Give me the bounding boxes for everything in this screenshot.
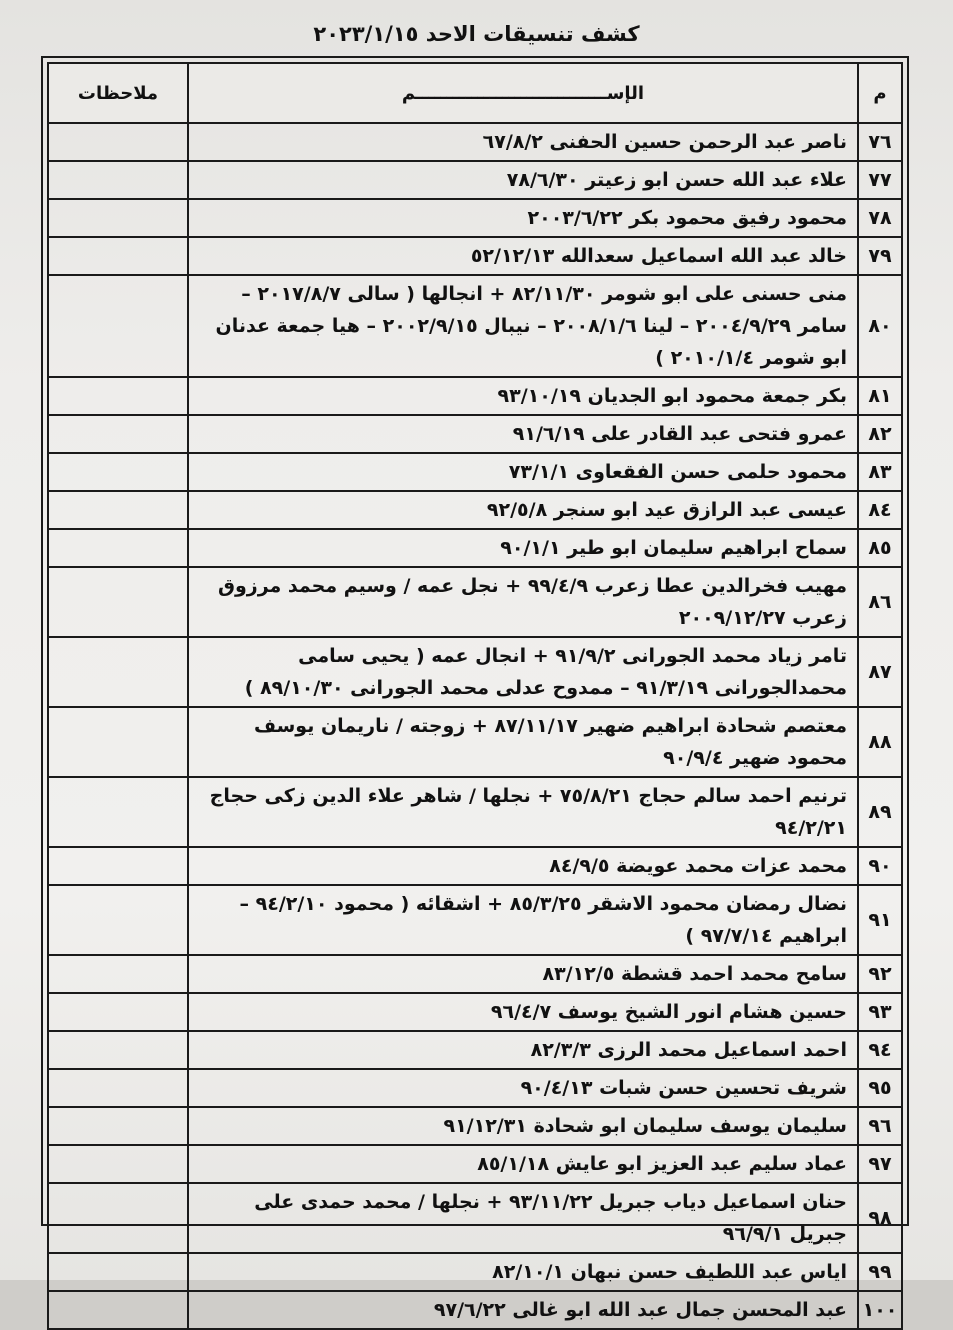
table-row <box>48 237 902 275</box>
table-row <box>48 453 902 491</box>
table-row <box>48 885 902 955</box>
row-number: ٧٩ <box>858 237 902 275</box>
row-name: عماد سليم عبد العزيز ابو عايش ٨٥/١/١٨ <box>188 1145 858 1183</box>
row-notes <box>48 1291 188 1329</box>
row-notes <box>48 955 188 993</box>
table-row <box>48 377 902 415</box>
row-notes <box>48 1183 188 1253</box>
row-notes <box>48 161 188 199</box>
row-name: معتصم شحادة ابراهيم ضهير ٨٧/١١/١٧ + زوجته / ناريمان يوسف محمود ضهير ٩٠/٩/٤ <box>188 707 858 777</box>
table-row <box>48 1069 902 1107</box>
row-name: علاء عبد الله حسن ابو زعيتر ٧٨/٦/٣٠ <box>188 161 858 199</box>
row-name: احمد اسماعيل محمد الرزى ٨٢/٣/٣ <box>188 1031 858 1069</box>
row-number: ٩٨ <box>858 1183 902 1253</box>
row-notes <box>48 637 188 707</box>
row-number: ١٠٠ <box>858 1291 902 1329</box>
row-number: ٨٠ <box>858 275 902 377</box>
header-name: الإســـــــــــــــــــــــــــــــم <box>188 63 858 123</box>
row-notes <box>48 885 188 955</box>
table-row <box>48 993 902 1031</box>
table-row <box>48 567 902 637</box>
table-row <box>48 1183 902 1253</box>
table-row <box>48 491 902 529</box>
row-notes <box>48 377 188 415</box>
row-number: ٨٦ <box>858 567 902 637</box>
table-row <box>48 199 902 237</box>
row-name: محمد عزات محمد عويضة ٨٤/٩/٥ <box>188 847 858 885</box>
row-number: ٨٤ <box>858 491 902 529</box>
row-name: محمود حلمى حسن الفقعاوى ٧٣/١/١ <box>188 453 858 491</box>
row-notes <box>48 993 188 1031</box>
row-name: سليمان يوسف سليمان ابو شحادة ٩١/١٢/٣١ <box>188 1107 858 1145</box>
table-row <box>48 1145 902 1183</box>
row-notes <box>48 237 188 275</box>
row-number: ٩٧ <box>858 1145 902 1183</box>
table-row <box>48 1291 902 1329</box>
table-header-row <box>48 63 902 123</box>
row-notes <box>48 415 188 453</box>
row-name: خالد عبد الله اسماعيل سعدالله ٥٢/١٢/١٣ <box>188 237 858 275</box>
table-row <box>48 529 902 567</box>
row-notes <box>48 777 188 847</box>
table-row <box>48 1253 902 1291</box>
row-name: عبد المحسن جمال عبد الله ابو غالى ٩٧/٦/٢٢ <box>188 1291 858 1329</box>
row-number: ٩٠ <box>858 847 902 885</box>
row-name: عمرو فتحى عبد القادر على ٩١/٦/١٩ <box>188 415 858 453</box>
row-number: ٩٣ <box>858 993 902 1031</box>
row-notes <box>48 491 188 529</box>
row-notes <box>48 123 188 161</box>
row-number: ٨٩ <box>858 777 902 847</box>
row-name: سامح محمد احمد قشطة ٨٣/١٢/٥ <box>188 955 858 993</box>
row-number: ٧٦ <box>858 123 902 161</box>
row-notes <box>48 1031 188 1069</box>
row-number: ٩٤ <box>858 1031 902 1069</box>
table-row <box>48 161 902 199</box>
row-number: ٨٣ <box>858 453 902 491</box>
row-notes <box>48 1069 188 1107</box>
row-number: ٨٧ <box>858 637 902 707</box>
row-number: ٩٢ <box>858 955 902 993</box>
row-notes <box>48 1253 188 1291</box>
row-name: حسين هشام انور الشيخ يوسف ٩٦/٤/٧ <box>188 993 858 1031</box>
row-number: ٨٢ <box>858 415 902 453</box>
table-row <box>48 847 902 885</box>
row-notes <box>48 567 188 637</box>
row-name: مهيب فخرالدين عطا زعرب ٩٩/٤/٩ + نجل عمه / وسيم محمد مرزوق زعرب ٢٠٠٩/١٢/٢٧ <box>188 567 858 637</box>
table-row <box>48 707 902 777</box>
row-name: اياس عبد اللطيف حسن نبهان ٨٢/١٠/١ <box>188 1253 858 1291</box>
table-row <box>48 637 902 707</box>
row-number: ٨٨ <box>858 707 902 777</box>
table-row <box>48 415 902 453</box>
row-number: ٨١ <box>858 377 902 415</box>
row-notes <box>48 1107 188 1145</box>
row-name: تامر زياد محمد الجورانى ٩١/٩/٢ + انجال عمه ( يحيى سامى محمدالجورانى ٩١/٣/١٩ – ممدوح عدلى محمد الجورانى ٨٩/١٠/٣٠ ) <box>188 637 858 707</box>
table-row <box>48 777 902 847</box>
row-notes <box>48 1145 188 1183</box>
row-name: عيسى عبد الرازق عيد ابو سنجر ٩٢/٥/٨ <box>188 491 858 529</box>
row-notes <box>48 199 188 237</box>
names-table <box>47 62 903 1330</box>
row-name: ترنيم احمد سالم حجاج ٧٥/٨/٢١ + نجلها / شاهر علاء الدين زكى حجاج ٩٤/٢/٢١ <box>188 777 858 847</box>
header-number: م <box>858 63 902 123</box>
row-notes <box>48 453 188 491</box>
row-number: ٨٥ <box>858 529 902 567</box>
row-name: ناصر عبد الرحمن حسين الحفنى ٦٧/٨/٢ <box>188 123 858 161</box>
row-number: ٧٧ <box>858 161 902 199</box>
row-number: ٩٦ <box>858 1107 902 1145</box>
table-row <box>48 1031 902 1069</box>
table-row <box>48 1107 902 1145</box>
table-row <box>48 275 902 377</box>
row-notes <box>48 275 188 377</box>
row-name: سماح ابراهيم سليمان ابو طير ٩٠/١/١ <box>188 529 858 567</box>
row-name: نضال رمضان محمود الاشقر ٨٥/٣/٢٥ + اشقائه ( محمود ٩٤/٢/١٠ – ابراهيم ٩٧/٧/١٤ ) <box>188 885 858 955</box>
table-body <box>48 123 902 1329</box>
row-number: ٩٩ <box>858 1253 902 1291</box>
row-name: بكر جمعة محمود ابو الجديان ٩٣/١٠/١٩ <box>188 377 858 415</box>
table-row <box>48 123 902 161</box>
row-name: محمود رفيق محمود بكر ٢٠٠٣/٦/٢٢ <box>188 199 858 237</box>
row-notes <box>48 529 188 567</box>
row-notes <box>48 707 188 777</box>
row-number: ٧٨ <box>858 199 902 237</box>
row-name: شريف تحسين حسن شبات ٩٠/٤/١٣ <box>188 1069 858 1107</box>
row-name: منى حسنى على ابو شومر ٨٢/١١/٣٠ + انجالها ( سالى ٢٠١٧/٨/٧ – سامر ٢٠٠٤/٩/٢٩ – لينا ٢٠٠٨/١/٦ – نيبال ٢٠٠٢/٩/١٥ – هيا جمعة عدنان ابو شومر ٢٠١٠/١/٤ ) <box>188 275 858 377</box>
row-name: حنان اسماعيل دياب جبريل ٩٣/١١/٢٢ + نجلها / محمد حمدى على جبريل ٩٦/٩/١ <box>188 1183 858 1253</box>
row-notes <box>48 847 188 885</box>
row-number: ٩١ <box>858 885 902 955</box>
page-title: كشف تنسيقات الاحد ٢٠٢٣/١/١٥ <box>313 22 640 46</box>
row-number: ٩٥ <box>858 1069 902 1107</box>
header-notes: ملاحظات <box>48 63 188 123</box>
table-row <box>48 955 902 993</box>
